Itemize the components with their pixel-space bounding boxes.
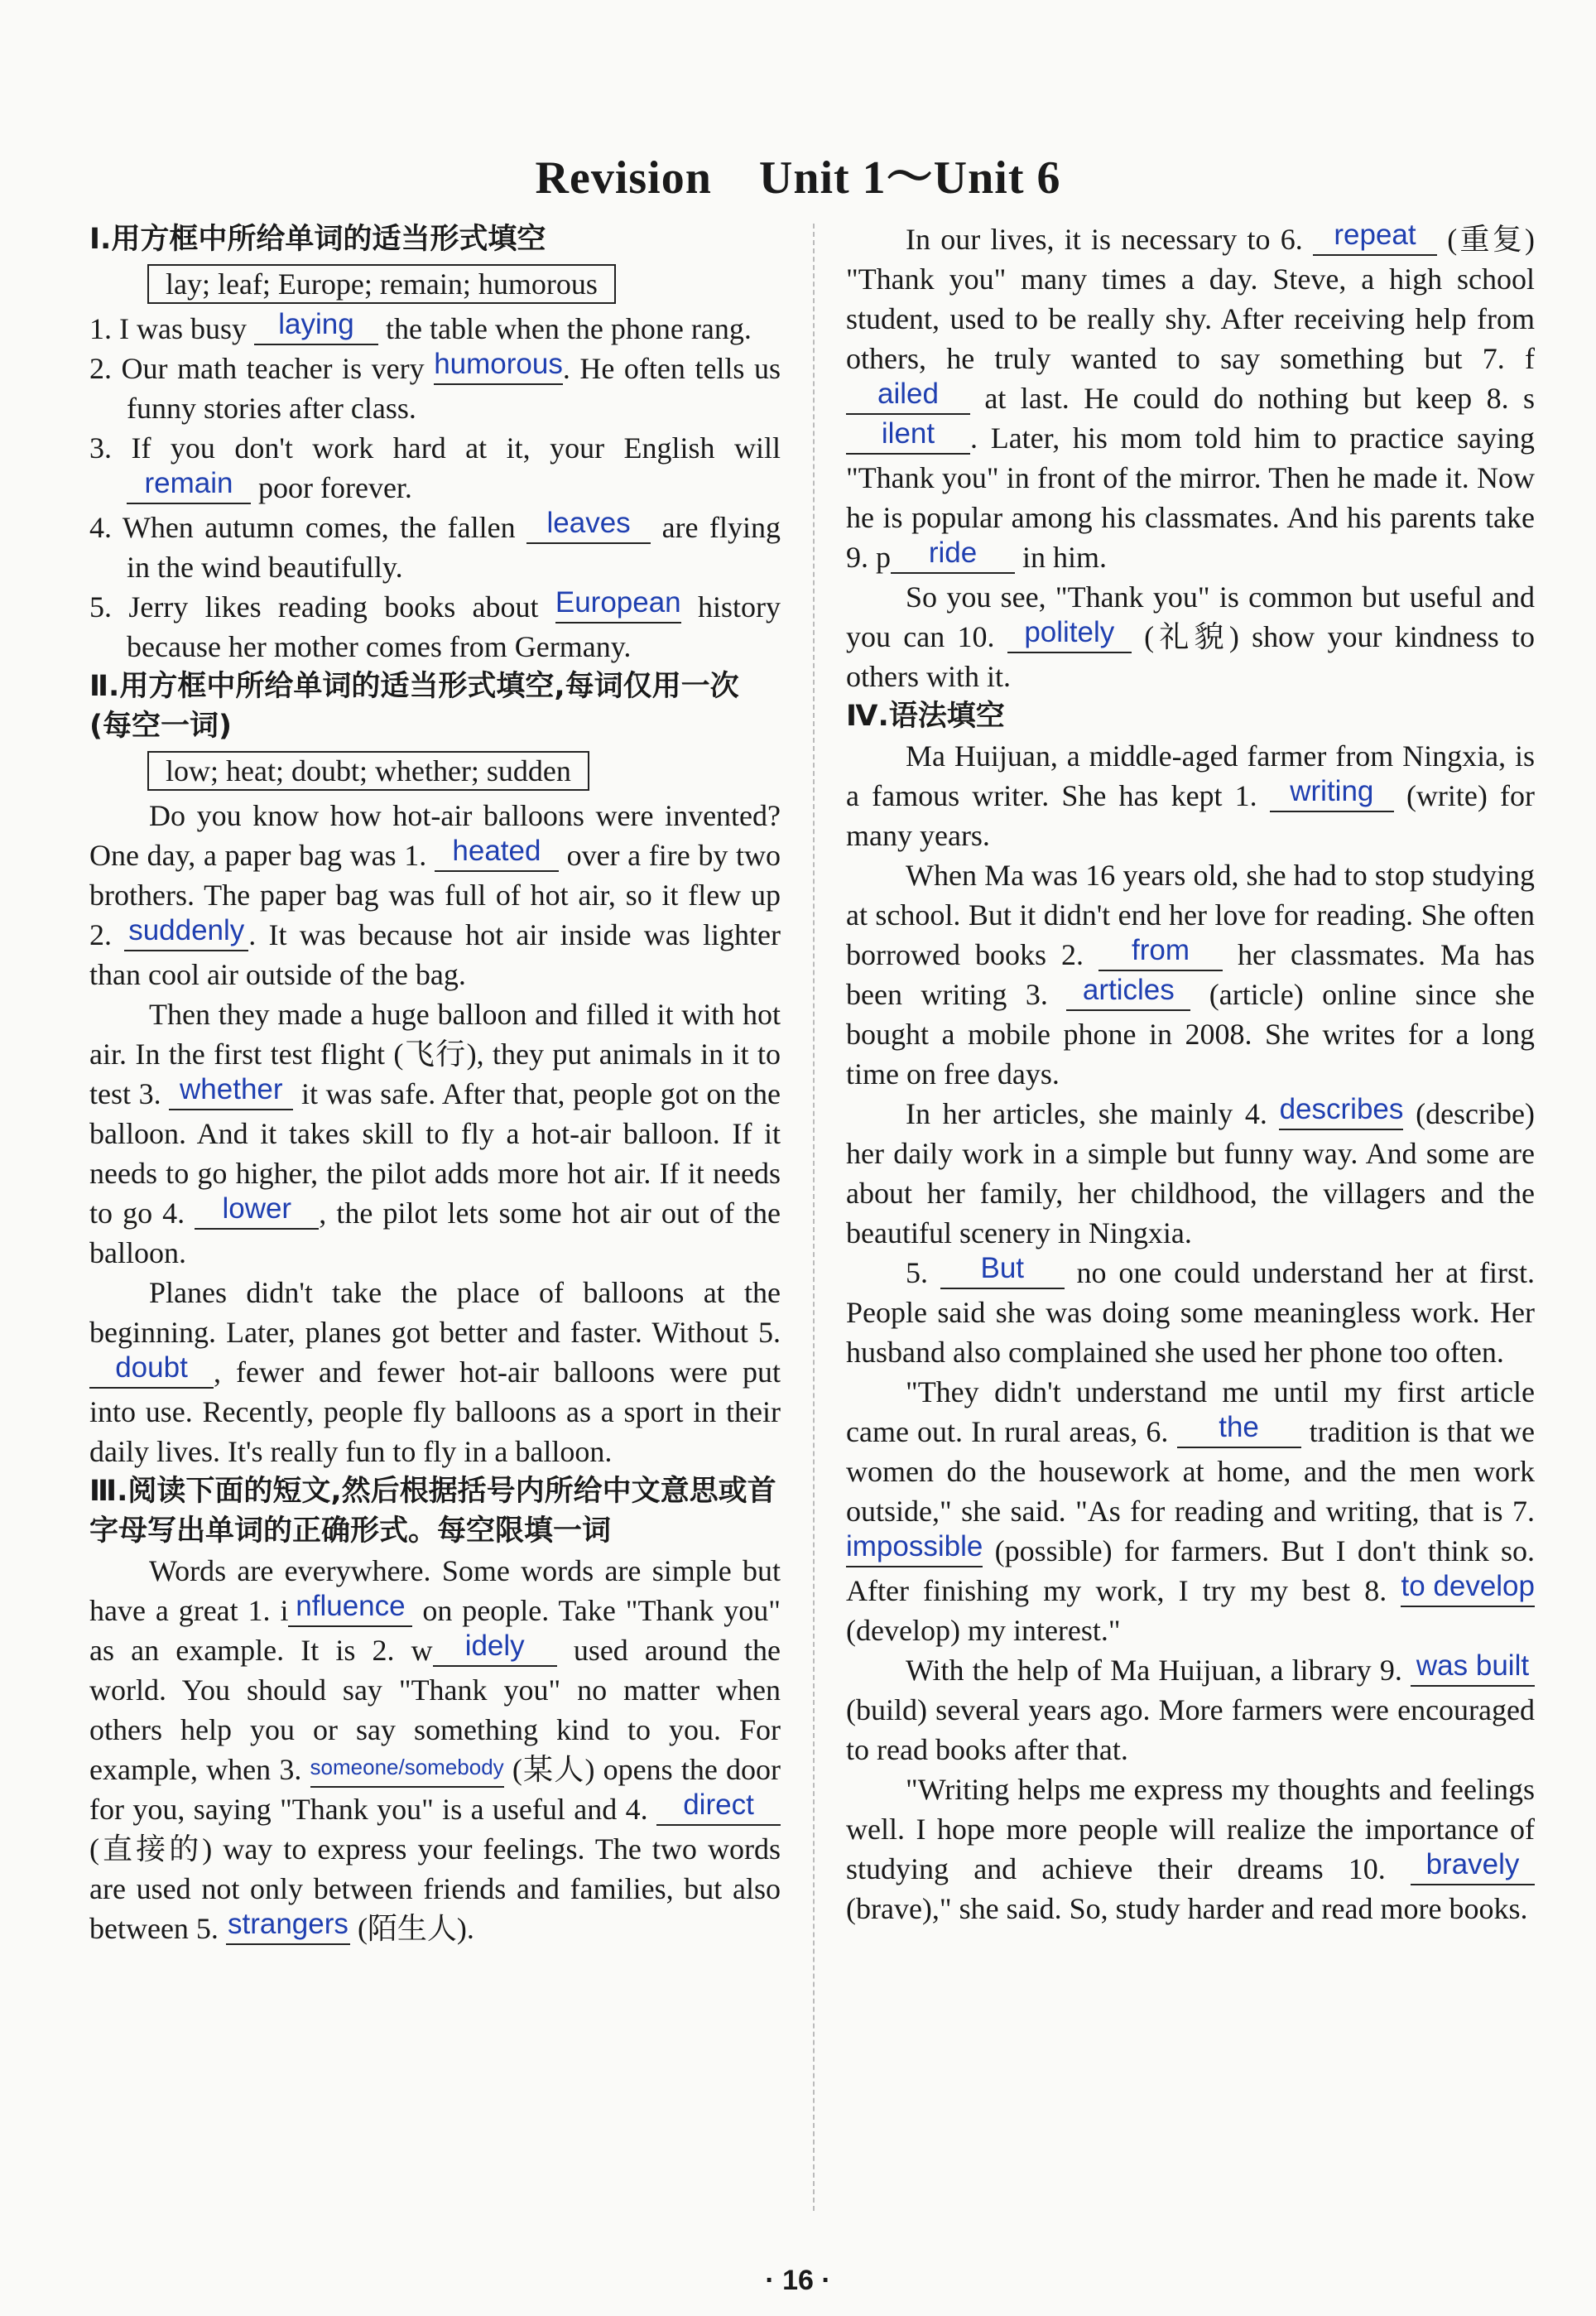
section2-word-box: low; heat; doubt; whether; sudden	[147, 751, 589, 791]
section4-paragraph: "They didn't understand me until my first article came out. In rural areas, 6. the tradition is that we women do the housework at home, and the men work outside," she said. "As for reading and writing, that is 7. impossible (possible) for farmers. But I don't think so. After finishing my work, I try my best 8. to develop (develop) my interest."	[846, 1375, 1535, 1647]
section2-paragraph: Then they made a huge balloon and filled it with hot air. In the first test flight (飞行), they put animals in it to test 3. whether it was safe. After that, people got on the balloon. And it takes skill to fly a hot-air balloon. If it needs to go higher, the pilot adds more hot air. If it needs to go 4. lower , the pilot lets some hot air out of the balloon.	[89, 998, 781, 1269]
answer-blank: European	[555, 593, 681, 624]
answer-blank: to develop	[1401, 1577, 1535, 1607]
answer-blank: politely	[1007, 623, 1132, 653]
section3-paragraph: So you see, "Thank you" is common but useful and you can 10. politely (礼貌) show your kindness to others with it.	[846, 580, 1535, 693]
section4-paragraph: In her articles, she mainly 4. describes (describe) her daily work in a simple but funny way. And some are about her family, her childhood, the villagers and the beautiful scenery in Ningxia.	[846, 1093, 1535, 1249]
answer-blank: was built	[1411, 1656, 1535, 1687]
section1-item: 5. Jerry likes reading books about European history because her mother comes from Germany.	[89, 586, 781, 663]
section4-paragraph: With the help of Ma Huijuan, a library 9. was built (build) several years ago. More farmers were encouraged to read books after that.	[846, 1649, 1535, 1766]
section4-paragraph: "Writing helps me express my thoughts and feelings well. I hope more people will realize the importance of studying and achieve their dreams 10. bravely (brave)," she said. So, study harder and read more books.	[846, 1773, 1535, 1925]
section1-item: 2. Our math teacher is very humorous. He often tells us funny stories after class.	[89, 348, 781, 425]
answer-blank: doubt	[89, 1358, 214, 1389]
left-column	[89, 219, 781, 1948]
section3-paragraph: In our lives, it is necessary to 6. repeat (重复) "Thank you" many times a day. Steve, a high school student, used to be really shy. After receiving help from others, he truly wanted to say something but 7. failed at last. He could do nothing but keep 8. silent . Later, his mom told him to practice saying "Thank you" in front of the mirror. Then he made it. Now he is popular among his classmates. And his parents take 9. p ride in him.	[846, 219, 1535, 574]
answer-blank: repeat	[1313, 225, 1437, 256]
answer-blank: writing	[1270, 782, 1394, 812]
answer-blank: leaves	[526, 513, 651, 544]
answer-blank: ride	[891, 543, 1015, 574]
section3-paragraph: Words are everywhere. Some words are simple but have a great 1. i nfluence on people. Take "Thank you" as an example. It is 2. w idely used around the world. You should say "Thank you" no matter when others help you or say something kind to you. For example, when 3. someone/somebody (某人) opens the door for you, saying "Thank you" is a useful and 4. direct (直接的) way to express your feelings. The two words are used not only between friends and families, but also between 5. strangers (陌生人).	[89, 1554, 781, 1945]
section1-word-box: lay; leaf; Europe; remain; humorous	[147, 264, 616, 304]
answer-blank: nfluence	[288, 1596, 412, 1627]
answer-blank: someone/somebody	[310, 1755, 504, 1788]
answer-blank: strangers	[226, 1914, 350, 1945]
answer-blank: ilent	[846, 424, 970, 455]
page-number: · 16 ·	[765, 2265, 831, 2296]
answer-blank: from	[1098, 941, 1223, 971]
section2-paragraph: Planes didn't take the place of balloons at the beginning. Later, planes got better and faster. Without 5. doubt , fewer and fewer hot-air balloons were put into use. Recently, people fly balloons as a sport in their daily lives. It's really fun to fly in a balloon.	[89, 1276, 781, 1468]
answer-blank: impossible	[846, 1537, 983, 1567]
section4-paragraph: 5. But no one could understand her at first. People said she was doing some meaningless work. Her husband also complained she used her phone too often.	[846, 1252, 1536, 1369]
answer-blank: laying	[254, 315, 378, 345]
answer-blank: heated	[435, 841, 559, 872]
section4-paragraph: Ma Huijuan, a middle-aged farmer from Ningxia, is a famous writer. She has kept 1. writing (write) for many years.	[846, 739, 1535, 852]
section4-paragraph: When Ma was 16 years old, she had to stop studying at school. But it didn't end her love for reading. She often borrowed books 2. from her classmates. Ma has been writing 3. articles (article) online since she bought a mobile phone in 2008. She writes for a long time on free days.	[846, 859, 1535, 1091]
answer-blank: describes	[1279, 1100, 1403, 1130]
answer-blank: whether	[169, 1080, 293, 1110]
section3-heading: Ⅲ.阅读下面的短文,然后根据括号内所给中文意思或首字母写出单词的正确形式。每空限填一词	[89, 1475, 776, 1548]
right-column	[846, 219, 1535, 1928]
section1-item: 3. If you don't work hard at it, your English will remain poor forever.	[89, 431, 781, 504]
answer-blank: the	[1177, 1418, 1301, 1448]
answer-blank: suddenly	[124, 921, 248, 951]
section2-heading: Ⅱ.用方框中所给单词的适当形式填空,每词仅用一次(每空一词)	[89, 670, 739, 743]
answer-blank: lower	[195, 1199, 319, 1230]
section2-paragraph: Do you know how hot-air balloons were invented? One day, a paper bag was 1. heated over a fire by two brothers. The paper bag was full of hot air, so it flew up 2. suddenly . It was because hot air inside was lighter than cool air outside of the bag.	[89, 799, 781, 991]
answer-blank: bravely	[1411, 1855, 1535, 1885]
column-divider	[813, 224, 815, 2211]
answer-blank: articles	[1066, 980, 1190, 1011]
section1-item: 4. When autumn comes, the fallen leaves are flying in the wind beautifully.	[89, 507, 781, 584]
answer-blank: ailed	[846, 384, 970, 415]
section4-heading: Ⅳ.语法填空	[846, 700, 1005, 733]
answer-blank: remain	[127, 474, 251, 504]
answer-blank: idely	[433, 1636, 557, 1667]
page-title: Revision Unit 1～Unit 6	[535, 152, 1061, 204]
answer-blank: direct	[656, 1795, 781, 1826]
section1-item: 1. I was busy laying the table when the phone rang.	[89, 308, 752, 345]
answer-blank: But	[940, 1259, 1065, 1289]
answer-blank: humorous	[434, 354, 563, 385]
section1-heading: Ⅰ.用方框中所给单词的适当形式填空	[89, 223, 546, 256]
